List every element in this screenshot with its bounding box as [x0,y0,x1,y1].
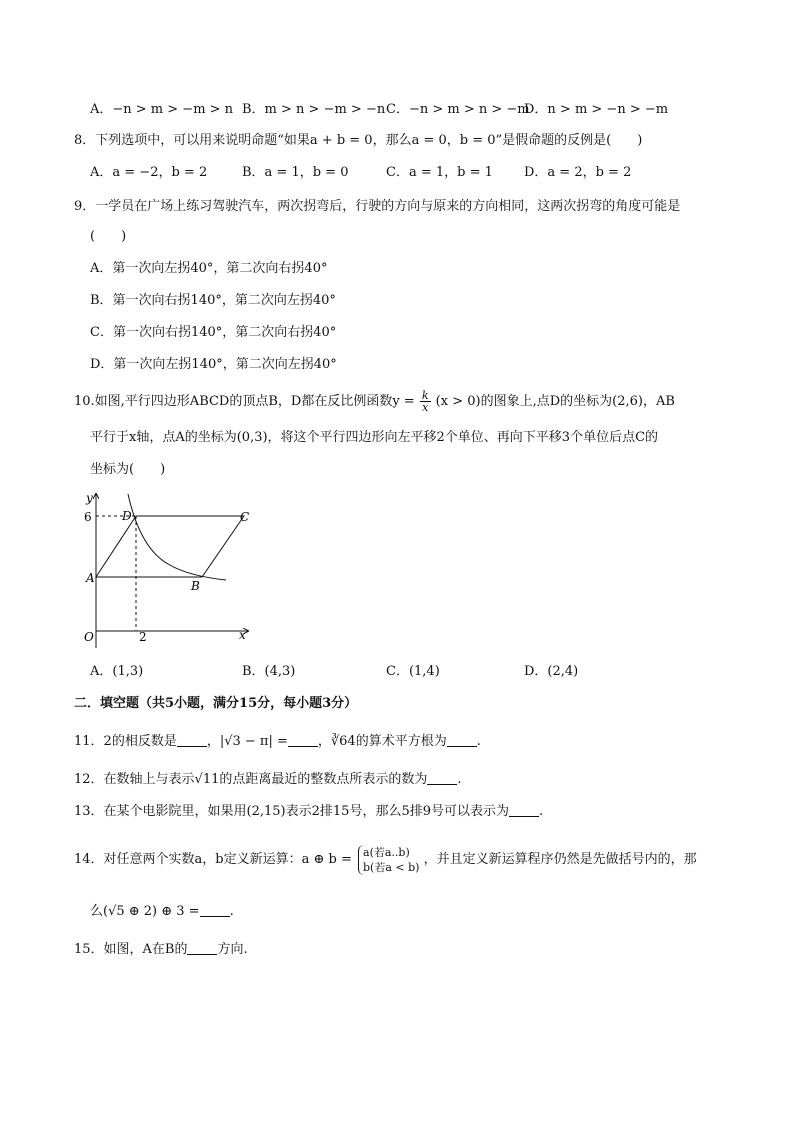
parallelogram-abcd [96,516,244,577]
q10-option-b[interactable]: B．(4,3) [242,664,296,679]
q10-option-a[interactable]: A．(1,3) [90,664,144,679]
q8-option-d[interactable]: D．a = 2，b = 2 [524,165,632,180]
q10-fraction-num: k [421,389,429,402]
q13-end: . [539,804,544,819]
label-x: x [239,628,246,642]
q13 [74,802,543,822]
label-point-c: C [240,510,250,524]
q12-end: . [457,772,462,787]
tick-y-6: 6 [84,510,92,524]
label-y: y [86,491,93,505]
q9-stem: 9．一学员在广场上练习驾驶汽车，两次拐弯后，行驶的方向与原来的方向相同，这两次拐弯的角度可能是 [74,199,681,214]
q14-blank[interactable] [200,902,230,917]
q11-part1: 11．2的相反数是 [74,734,177,749]
label-point-d: D [122,509,132,523]
q9-answer-paren: ( ) [90,229,127,244]
q13-text: 13．在某个电影院里，如果用(2,15)表示2排15号，那么5排9号可以表示为 [74,804,509,819]
q7-option-d[interactable]: D．n > m > −n > −m [524,102,669,117]
q9-option-b[interactable]: B．第一次向右拐140°，第二次向左拐40° [90,293,336,308]
q14-pre: 14．对任意两个实数a，b定义新运算：a ⊕ b = [74,852,352,867]
q8-option-c[interactable]: C．a = 1，b = 1 [386,165,493,180]
q10-option-c[interactable]: C．(1,4) [386,664,440,679]
q11 [74,732,481,752]
q9-option-a[interactable]: A．第一次向左拐40°，第二次向右拐40° [90,261,328,276]
q11-blank-3[interactable] [447,732,477,747]
hyperbola-curve [128,494,226,580]
q15-blank[interactable] [187,940,217,955]
tick-x-2: 2 [139,630,147,644]
q10-option-d[interactable]: D．(2,4) [524,664,579,679]
q14-post: ，并且定义新运算程序仍然是先做括号内的，那 [423,852,697,867]
q14-line2 [90,902,234,922]
q8-option-b[interactable]: B．a = 1，b = 0 [242,165,349,180]
q14-piecewise [358,845,419,875]
q14-end: . [229,904,234,919]
q15-post: 方向. [217,942,248,957]
q15-pre: 15．如图，A在B的 [74,942,188,957]
q11-part2: ，|√3 − π| = [206,734,288,749]
q9-option-c[interactable]: C．第一次向右拐140°，第二次向右拐40° [90,325,337,340]
q11-blank-1[interactable] [177,732,207,747]
q7-option-b[interactable]: B．m > n > −m > −n [242,102,386,117]
q10-fraction [420,390,431,413]
q11-blank-2[interactable] [288,732,318,747]
q7-option-a[interactable]: A．−n > m > −m > n [90,102,234,117]
q14-case-2: b(若a < b) [363,860,420,874]
section-2-title: 二．填空题（共5小题，满分15分，每小题3分） [74,696,358,711]
label-point-b: B [191,579,200,593]
q10-stem [74,390,675,413]
label-origin: O [84,630,94,644]
label-point-a: A [86,571,95,585]
q10-fraction-den: x [422,401,429,414]
q10-figure [78,488,258,653]
q11-part3: ，∛64的算术平方根为 [317,734,447,749]
q15 [74,940,248,960]
q8-option-a[interactable]: A．a = −2，b = 2 [90,165,208,180]
q14 [74,843,697,877]
q12-blank[interactable] [427,770,457,785]
q14-case-1: a(若a..b) [363,845,410,859]
q10-stem-post: (x > 0)的图象上,点D的坐标为(2,6)，AB [435,394,675,409]
q12 [74,770,462,790]
q7-option-c[interactable]: C．−n > m > n > −m [386,102,530,117]
q8-stem: 8．下列选项中，可以用来说明命题“如果a + b = 0，那么a = 0，b = 0”是假命题的反例是( ) [74,133,643,148]
q12-text: 12．在数轴上与表示√11的点距离最近的整数点所表示的数为 [74,772,428,787]
q11-end: . [476,734,481,749]
q10-stem-line2: 平行于x轴，点A的坐标为(0,3)，将这个平行四边形向左平移2个单位、再向下平移3个单位后点C的 [90,430,659,445]
q14-expression: 么(√5 ⊕ 2) ⊕ 3 = [90,904,200,919]
q13-blank[interactable] [509,802,539,817]
q9-option-d[interactable]: D．第一次向左拐140°，第二次向左拐40° [90,357,337,372]
q10-stem-line3: 坐标为( ) [90,462,166,477]
q10-stem-pre: 10.如图,平行四边形ABCD的顶点B，D都在反比例函数y = [74,394,415,409]
